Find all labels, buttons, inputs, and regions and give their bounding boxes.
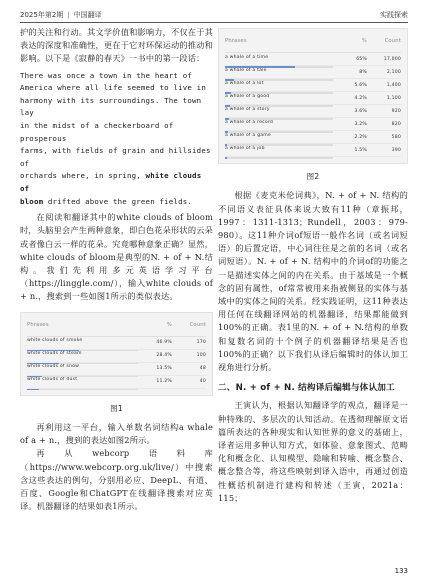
figure2-count: 920 bbox=[391, 108, 401, 114]
figure2-bar-track bbox=[225, 131, 333, 133]
quote-line-6-text: orchards where, in spring, bbox=[20, 171, 146, 181]
quote-line-6 bbox=[20, 170, 213, 195]
figure2-bar-track bbox=[225, 157, 333, 159]
figure1-bar-track bbox=[27, 363, 138, 365]
figure1-bar-fill bbox=[27, 350, 79, 352]
figure2-caption: 图2 bbox=[306, 172, 320, 182]
figure2-percent: 8% bbox=[359, 69, 367, 75]
quote-line-1: There was once a town in the heart of bbox=[20, 70, 193, 80]
journal-name: 中国翻译 bbox=[73, 11, 102, 19]
left-para-2: 在阅读和翻译其中的white clouds of bloom时，头脑里会产生两种意象，即白色花朵形状的云朵或者像白云一样的花朵。究竟哪种意象正确？显然，white clouds of bloom是典型的N. + of + N.结构。我们先利用多元英语学习平台（https://linggle.com/），输入white clouds of + n.，搜索到一些如图1所示的类似表达。 bbox=[20, 212, 213, 302]
figure1-header-count: Count bbox=[189, 321, 206, 328]
figure1-phrase: white clouds of steam bbox=[27, 351, 82, 357]
figure1-count: 48 bbox=[199, 366, 206, 372]
english-quote bbox=[20, 70, 213, 209]
left-para-4: 再从webcorp语料库（https://www.webcorp.org.uk/live/）中搜索含这些表达的例句，分别用必应、DeepL、有道、百度、Google和ChatGPT在线翻译搜索对应英译。机器翻译的结果如表1所示。 bbox=[20, 448, 213, 512]
figure2-bar-fill bbox=[225, 79, 234, 81]
header-left bbox=[20, 10, 102, 20]
figure2-percent: 65% bbox=[356, 56, 367, 62]
figure1-bar-fill bbox=[27, 363, 59, 365]
figure1-rows bbox=[27, 337, 206, 389]
left-para-3: 再利用这一平台，输入单数名词结构a whale of a + n.，搜到的表达如图2所示。 bbox=[20, 421, 213, 446]
figure2-row[interactable] bbox=[225, 144, 401, 157]
figure2-count: 390 bbox=[391, 147, 401, 153]
figure1-percent: 28.4% bbox=[156, 353, 172, 359]
figure2-table bbox=[218, 28, 408, 164]
figure2-bar-fill bbox=[225, 157, 227, 159]
header-separator: | bbox=[67, 11, 70, 19]
quote-line-7 bbox=[20, 196, 213, 209]
figure2-bar-track bbox=[225, 92, 333, 94]
figure1-phrase: white clouds of snow bbox=[27, 364, 80, 370]
figure2-phrase: a whale of a game bbox=[225, 132, 271, 138]
quote-line-3: harmony with its surroundings. The town lay bbox=[20, 95, 202, 118]
figure1-bar-track bbox=[27, 350, 138, 352]
figure1-percent: 13.5% bbox=[156, 366, 172, 372]
quote-bold-2: bloom bbox=[20, 196, 44, 206]
figure2-phrase: a whale of a story bbox=[225, 106, 270, 112]
figure2-phrase: a whale of a good bbox=[225, 93, 270, 99]
figure2-bar-track bbox=[225, 144, 333, 146]
quote-line-2: America where all life seemed to live in bbox=[20, 83, 206, 93]
figure2-count: 1,100 bbox=[386, 95, 401, 101]
figure2-bar-track bbox=[225, 66, 333, 68]
figure1-count: 170 bbox=[196, 340, 206, 346]
quote-bold-1: white clouds of bbox=[20, 171, 202, 193]
figure1-header-percent: % bbox=[166, 321, 172, 328]
figure2-header-phrases: Phrases bbox=[225, 38, 247, 44]
figure2-count: 580 bbox=[391, 134, 401, 140]
left-column bbox=[20, 26, 213, 513]
figure2-bar-fill bbox=[225, 66, 295, 68]
figure1-table bbox=[20, 312, 213, 396]
figure2-bar-fill bbox=[225, 118, 229, 120]
figure2-phrase: a whale of a tale bbox=[225, 67, 267, 73]
figure2-bar-fill bbox=[225, 92, 231, 94]
figure2-percent: 5.6% bbox=[354, 82, 367, 88]
figure1-phrase: white clouds of dust bbox=[27, 377, 78, 383]
figure2-phrase: a whale of a time bbox=[225, 54, 269, 60]
figure2-bar-fill bbox=[225, 144, 227, 146]
left-para-1: 护的关注和行动。其文学价值和影响力，不仅在于其表达的深度和准确性，更在于它对环保运动的推动和影响。以下是《寂静的春天》一书中的第一段话： bbox=[20, 27, 213, 64]
figure2-count: 1,400 bbox=[386, 82, 401, 88]
figure1-bar-fill bbox=[27, 389, 39, 391]
quote-tail: drifted above the green fields. bbox=[43, 196, 193, 206]
figure2-header-percent: % bbox=[361, 38, 367, 44]
figure1-header-phrases: Phrases bbox=[27, 321, 49, 328]
right-para-2: 王寅认为，根据认知翻译学的观点，翻译是一种特殊的、多层次的认知活动。在透彻理解原文语篇所表达的各种现实和认知世界的意义的基础上，译者运用多种认知方式，如体验、意象图式、范畴化和概念化、认知模型、隐喻和转喻、概念整合、概念整合等，将这些映射到译入语中，再通过创造性概括机制进行建构和转述（王寅，2021a：115； bbox=[218, 400, 408, 503]
quote-line-4: in the midst of a checkerboard of prosperous bbox=[20, 120, 174, 143]
issue-label: 2025年第2期 bbox=[20, 11, 64, 19]
figure2-count: 820 bbox=[391, 121, 401, 127]
figure1-phrase: white clouds of smoke bbox=[27, 338, 83, 344]
figure1-percent: 11.2% bbox=[156, 379, 172, 385]
page-header bbox=[20, 6, 408, 23]
page-number: 133 bbox=[394, 567, 408, 575]
figure2-phrase: a whale of a record bbox=[225, 119, 273, 125]
figure1-caption: 图1 bbox=[110, 403, 123, 413]
section-label: 实践探索 bbox=[380, 11, 408, 19]
figure1-percent: 46.9% bbox=[156, 340, 172, 346]
figure2-bar-track bbox=[225, 118, 333, 120]
figure2-bar-track bbox=[225, 79, 333, 81]
figure2-percent: 2.2% bbox=[354, 134, 367, 140]
figure2-phrase: a whale of a job bbox=[225, 145, 265, 151]
figure1-count: 40 bbox=[199, 379, 206, 385]
figure2-bar-fill bbox=[225, 131, 228, 133]
figure1-count: 100 bbox=[196, 353, 206, 359]
figure2-bar-fill bbox=[225, 105, 230, 107]
figure2-count: 17,000 bbox=[383, 56, 401, 62]
figure1-bar-fill bbox=[27, 376, 42, 378]
right-para-1: 根据《麦克米伦词典》，N. + of + N. 结构的不同语义表征具体来说大致有11种（章振邦，1997：1311-1313；Rundell，2003：979-980）。这11种介词of短语一般作名词（或名词短语）的后置定语，中心词往往是之前的名词（或名词短语）。N. + of + N. 结构中的介词of的功能之一是描述实体之间的内在关系。由于基域是一个概念的固有属性，of常常被用来指被侧显的实体与基域中的实体之间的关系。经实践证明，这11种表达用任何在线翻译网站的机器翻译，结果都能做到100%的正确。表1里的N. + of + N.结构的单数和复数名词的十个例子的机器翻译结果是否也100%的正确？以下我们从译后编辑时的体认加工视角进行分析。 bbox=[218, 190, 408, 373]
figure2-bar-track bbox=[225, 105, 333, 107]
figure2-count: 2,100 bbox=[386, 69, 401, 75]
figure2-percent: 1.5% bbox=[354, 147, 367, 153]
figure1-bar-track bbox=[27, 389, 138, 391]
quote-line-5: farms, with fields of grain and hillsides of bbox=[20, 146, 211, 168]
figure2-phrase: a whale of a lot bbox=[225, 80, 264, 86]
figure2-percent: 3.2% bbox=[354, 121, 367, 127]
figure1-bar-track bbox=[27, 376, 138, 378]
figure2-percent: 3.6% bbox=[354, 108, 367, 114]
figure2-percent: 4.2% bbox=[354, 95, 367, 101]
figure2-rows bbox=[225, 53, 401, 157]
right-column bbox=[218, 26, 408, 505]
figure1-row[interactable] bbox=[27, 376, 206, 389]
figure2-header-count: Count bbox=[384, 38, 401, 44]
section-heading: 二、N. + of + N. 结构译后编辑与体认加工 bbox=[218, 383, 395, 394]
